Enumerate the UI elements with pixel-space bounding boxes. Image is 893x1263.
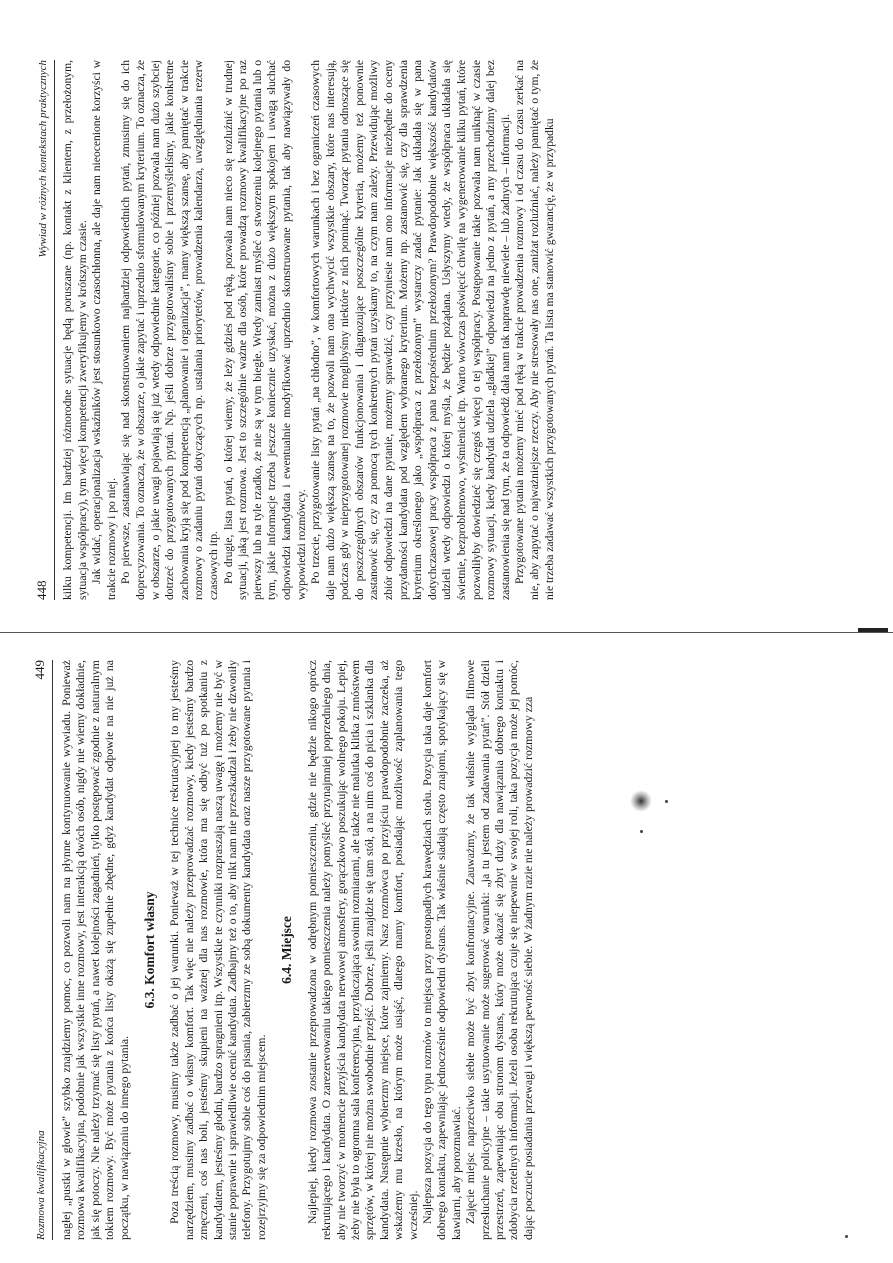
left-page — [32, 60, 832, 600]
running-head-title: Wywiad w różnych kontekstach praktycznych — [37, 60, 49, 258]
page-number: 449 — [32, 660, 47, 680]
right-page — [30, 660, 750, 1240]
body-text — [59, 660, 535, 1240]
ink-smudge-icon — [630, 790, 652, 812]
running-head-title: Rozmowa kwalifikacyjna — [35, 1130, 47, 1240]
body-text — [61, 60, 557, 600]
paragraph: kilku kompetencji. Im bardziej różnorodne sytuacje będą poruszane (np. kontakt z klientem, z przełożonym, sytuacja współpracy), tym więcej kompetencji zweryfikujemy w krótszym czasie. — [61, 60, 89, 600]
paragraph: Po pierwsze, zastanawiając się nad skonstruowaniem najbardziej odpowiednich pytań, zmusimy się do ich doprecyzowania. To oznacza, że w obszarze, o jakie zapytać i uprzednio sformułowanym kryterium. To oznacza, że w obszarze, o jakie uwagi pojawiają się już wtedy odpowiednie kategorie, co później pozwala nam dużo szybciej dotrzeć do przygotowanych pytań. Np. jeśli dobrze przygotowaliśmy sobie i przemyśleliśmy, jakie konkretne zachowania kryją się pod kompetencją „planowanie i organizacja”, mamy większą szansę, aby pamiętać w trakcie rozmowy o zadaniu pytań dotyczących np. ustalania priorytetów, prowadzenia kalendarza, uwzględniania rezerw czasowych itp. — [119, 60, 220, 600]
paragraph: Po trzecie, przygotowanie listy pytań „na chłodno”, w komfortowych warunkach i bez ograniczeń czasowych daje nam dużo większą szansę na to, że pozwoli nam ona wychwycić wszystkie obszary, które nas interesują, podczas gdy w nieprzygotowanej rozmowie moglibyśmy niektóre z nich pominąć. Tworząc pytania odnoszące się do poszczególnych obszarów funkcjonowania i diagnozujące poszczególne kryteria, możemy też ponownie zastanowić się, czy za pomocą tych konkretnych pytań uzyskamy to, na czym nam zależy. Przewidując możliwy zbiór odpowiedzi na dane pytanie, możemy sprawdzić, czy przyniesie nam ono informacje niezbędne do oceny przydatności kandydata pod względem wybranego kryterium. Możemy np. zastanowić się, czy dla sprawdzenia kryterium określonego jako „współpraca z przełożonym” wystarczy zadać pytanie: Jak układała się w pana dotychczasowej pracy współpraca z pana bezpośrednim przełożonym? Prawdopodobnie większość kandydatów udzieli wtedy odpowiedzi o której myśla, że będzie pożądana. Usłyszymy wtedy, że współpraca układała się świetnie, bezproblemowo, wyśmienicie itp. Warto wówczas poświęcić chwilę na wygenerowanie kilku pytań, które pozwoliłyby dowiedzieć się czegoś więcej o tej współpracy. Postępowanie takie pozwala nam uniknąć w czasie rozmowy sytuacji, kiedy kandydat udziela „gładkiej” odpowiedzi na jedno z pytań, a my przechodzimy dalej bez zastanowienia się nad tym, że ta odpowiedź dała nam tak naprawdę niewiele – lub żadnych – informacji. — [309, 60, 512, 600]
page-number: 448 — [34, 580, 49, 600]
paragraph: Jak widać, operacjonalizacja wskaźników jest stosunkowo czasochłonna, ale daje nam nieocenione korzyści w trakcie rozmowy i po niej. — [90, 60, 118, 600]
paragraph: Zajęcie miejsc naprzeciwko siebie może być zbyt konfrontacyjne. Zauważmy, że tak właśnie wygląda filmowe przesłuchanie policyjne – takie usytuowanie może sugerować warunki: „ja tu jestem od zadawania pytań”. Stół dzieli przestrzeń, zapewniając obu stronom dystans, który może okazać się zbyt duży dla nawiązania dobrego kontaktu i zdobycia rzetelnych informacji. Jeżeli osoba rekrutująca czuje się niepewnie w swojej roli, taka pozycja może jej pomóc, dając poczucie posiadania przewagi i większą pewność siebie. W żadnym razie nie należy prowadzić rozmowy zza — [463, 660, 535, 1240]
speck-icon — [845, 1235, 848, 1238]
section-heading: 6.4. Miejsce — [279, 916, 295, 984]
gutter-shadow — [858, 628, 888, 632]
paragraph: Przygotowane pytania możemy mieć pod ręką w trakcie prowadzenia rozmowy i od czasu do czasu zerkać na nie, aby zapytać o najważniejsze rzeczy. Aby nie stresowały nas one, zaniżat rozluźniać, należy pamiętać o tym, że nie trzeba zadawać wszystkich przygotowanych pytań. Ta lista ma stanowić gwarancję, że w przypadku — [513, 60, 556, 600]
paragraph: Po drugie, lista pytań, o której wiemy, że leży gdzieś pod ręką, pozwala nam nieco się rozluźnić w trudnej sytuacji, jaką jest rozmowa. Jest to szczególnie ważne dla osób, które prowadzą rozmowy kwalifikacyjne po raz pierwszy lub na tyle rzadko, że nie są w tym biegłe. Wtedy zamiast myśleć o stworzeniu kolejnego pytania lub o tym, jakie informacje trzeba jeszcze koniecznie uzyskać, można z dużo większym spokojem i uwagą słuchać odpowiedzi kandydata i ewentualnie modyfikować uprzednio skonstruowane pytania, tak aby nawiązywały do wypowiedzi rozmówcy. — [221, 60, 308, 600]
speck-icon — [665, 800, 668, 803]
paragraph: Poza treścią rozmowy, musimy także zadbać o jej warunki. Ponieważ w tej technice rekrutacyjnej to my jesteśmy narzędziem, musimy zadbać o własny komfort. Tak więc nie należy przeprowadzać rozmowy, kiedy jesteśmy bardzo zmęczeni, coś nas boli, jesteśmy skupieni na ważnej dla nas rozmowie, która ma się odbyć tuż po spotkaniu z kandydatem, jesteśmy głodni, bardzo spragnieni itp. Wszystkie te czynniki rozpraszają naszą uwagę i możemy nie być w stanie poprawnie i sprawiedliwie ocenić kandydata. Zadbajmy też o to, aby nikt nam nie przeszkadzał i żeby nie dzwoniły telefony. Przygotujmy sobie coś do pisania, zabierzmy ze sobą dokumenty kandydata oraz nasze przygotowane pytania i rozejrzyjmy się za odpowiednim miejscem. — [167, 660, 268, 1240]
paragraph: Najlepsza pozycja do tego typu rozmów to miejsca przy prostopadłych krawędziach stołu. Pozycja taka daje komfort dobrego kontaktu, zapewniając jednocześnie odpowiedni dystans. Tak właśnie siadają często znajomi, spotykający się w kawiarni, aby porozmawiać. — [419, 660, 463, 1240]
paragraph: nagłej „pustki w głowie” szybko znajdziemy pomoc, co pozwoli nam na płynne kontynuowanie wywiadu. Ponieważ rozmowa kwalifikacyjna, podobnie jak wszystkie inne rozmowy, jest interakcją dwóch osób, nigdy nie wiemy dokładnie, jak się potoczy. Nie należy trzymać się listy pytań, a nawet kolejności zagadnień, tylko postępować zgodnie z naturalnym tokiem rozmowy. Być może pytania z końca listy okażą się zupełnie zbędne, gdyż kandydat odpowie na nie już na początku, w nawiązaniu do innego pytania. — [59, 660, 131, 1240]
section-heading: 6.3. Komfort własny — [142, 891, 158, 1009]
paragraph: Najlepiej, kiedy rozmowa zostanie przeprowadzona w odrębnym pomieszczeniu, gdzie nie będzie nikogo oprócz rekrutującego i kandydata. O zarezerwowaniu takiego pomieszczenia należy pomyśleć przynajmniej poprzedniego dnia, aby nie tworzyć w momencie przyjścia kandydata nerwowej atmosfery, gorączkowo poszukując wolnego pokoju. Lepiej, żeby nie była to ogromna sala konferencyjna, przytłaczająca swoimi rozmiarami, ale także nie malutka klitka z mnóstwem sprzętów, w której nie można swobodnie przejść. Dobrze, jeśli znajdzie się tam stół, a na nim coś do picia i szklanka dla kandydata. Następnie wybierzmy miejsce, które zajmiemy. Nasz rozmówca po przyjściu prawdopodobnie zaczeka, aż wskażemy mu krzesło, na którym może usiąść, dlatego mamy komfort, posiadając możliwość zaplanowania tego wcześniej. — [304, 660, 420, 1240]
running-head — [30, 660, 53, 1240]
page-gutter-line — [0, 632, 893, 633]
running-head — [32, 60, 55, 600]
speck-icon — [640, 830, 643, 833]
